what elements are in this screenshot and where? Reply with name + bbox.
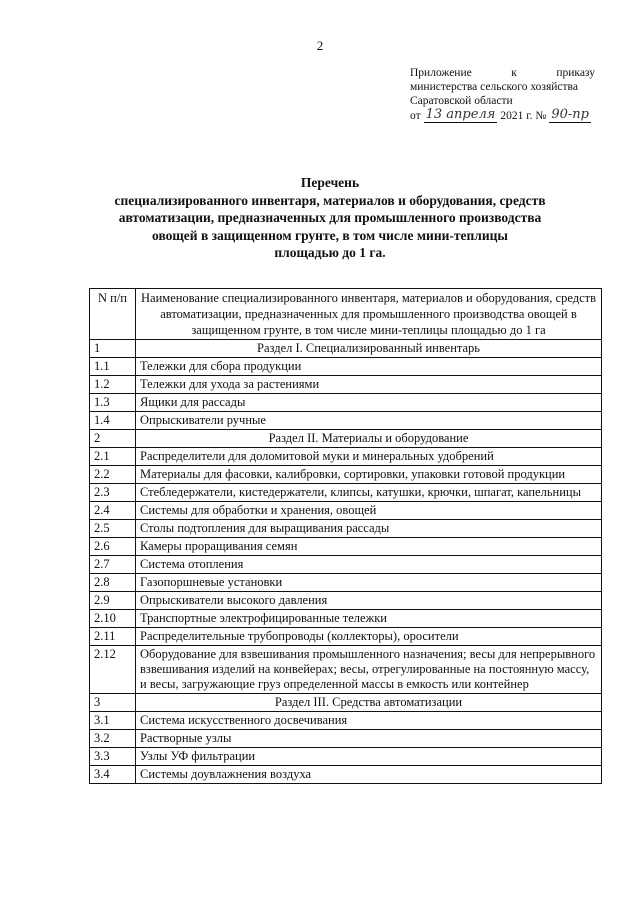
header-number-cell: N п/п: [90, 289, 136, 340]
table-row: [90, 730, 602, 748]
item-number: 3.2: [90, 730, 136, 748]
item-name: Ящики для рассады: [136, 394, 602, 412]
item-number: 3.1: [90, 712, 136, 730]
item-number: 1.2: [90, 376, 136, 394]
table-row: [90, 412, 602, 430]
item-number: 1.3: [90, 394, 136, 412]
item-name: Система искусственного досвечивания: [136, 712, 602, 730]
item-name: Камеры проращивания семян: [136, 538, 602, 556]
title-line: Перечень: [300, 175, 360, 190]
handwritten-date: 13 апреля: [425, 107, 496, 122]
table-row: [90, 748, 602, 766]
appendix-line-1: [410, 66, 595, 80]
table-row: [90, 394, 602, 412]
item-name: Тележки для ухода за растениями: [136, 376, 602, 394]
item-name: Опрыскиватели высокого давления: [136, 592, 602, 610]
table-row: [90, 556, 602, 574]
handwritten-order-number: 90-пр: [551, 107, 589, 122]
item-number: 2.7: [90, 556, 136, 574]
header-name-cell: Наименование специализированного инвентаря, материалов и оборудования, средств автоматизации, предназначенных для промышленного производства овощей в защищенном грунте, в том числе мини-теплицы площадью до 1 га: [136, 289, 602, 340]
item-name: Распределительные трубопроводы (коллекторы), оросители: [136, 628, 602, 646]
order-date-line: [410, 108, 595, 123]
appendix-word: приказу: [556, 67, 595, 79]
item-number: 2.12: [90, 646, 136, 694]
item-number: 3.3: [90, 748, 136, 766]
item-name: Системы для обработки и хранения, овощей: [136, 502, 602, 520]
table-row: [90, 628, 602, 646]
table-row: [90, 358, 602, 376]
title-line: специализированного инвентаря, материалов и оборудования, средств: [114, 192, 546, 208]
item-number: 2.6: [90, 538, 136, 556]
item-name: Столы подтопления для выращивания рассады: [136, 520, 602, 538]
item-number: 2.2: [90, 466, 136, 484]
section-title: Раздел II. Материалы и оборудование: [136, 430, 602, 448]
table-row: [90, 520, 602, 538]
page-number: 2: [316, 38, 324, 53]
table-row: [90, 376, 602, 394]
item-number: 2.3: [90, 484, 136, 502]
table-row: [90, 646, 602, 694]
appendix-header: [410, 66, 595, 123]
section-row: [90, 694, 602, 712]
title-line: площадью до 1 га.: [274, 245, 386, 260]
table-row: [90, 766, 602, 784]
item-name: Распределители для доломитовой муки и минеральных удобрений: [136, 448, 602, 466]
item-name: Системы доувлажнения воздуха: [136, 766, 602, 784]
item-number: 1.4: [90, 412, 136, 430]
table-header-row: [90, 289, 602, 340]
appendix-word: Приложение: [410, 67, 472, 79]
item-number: 2.4: [90, 502, 136, 520]
appendix-line-3: Саратовской области: [410, 95, 513, 107]
item-name: Узлы УФ фильтрации: [136, 748, 602, 766]
item-name: Оборудование для взвешивания промышленного назначения; весы для непрерывного взвешивания изделий на конвейерах; весы, отрегулированные на постоянную массу, и весы, загружающие груз определенной массы в емкость или контейнер: [136, 646, 602, 694]
item-number: 3: [90, 694, 136, 712]
order-from-label: от: [410, 110, 421, 122]
section-title: Раздел I. Специализированный инвентарь: [136, 340, 602, 358]
item-name: Тележки для сбора продукции: [136, 358, 602, 376]
item-number: 1.1: [90, 358, 136, 376]
equipment-table: [89, 288, 602, 784]
table-row: [90, 448, 602, 466]
item-name: Опрыскиватели ручные: [136, 412, 602, 430]
table-row: [90, 466, 602, 484]
item-name: Транспортные электрофицированные тележки: [136, 610, 602, 628]
title-line: автоматизации, предназначенных для промышленного производства: [118, 210, 542, 225]
item-name: Система отопления: [136, 556, 602, 574]
item-name: Растворные узлы: [136, 730, 602, 748]
item-number: 2.9: [90, 592, 136, 610]
table-row: [90, 574, 602, 592]
document-title: [60, 174, 600, 262]
table-row: [90, 502, 602, 520]
appendix-line-2: министерства сельского хозяйства: [410, 81, 578, 93]
table-row: [90, 610, 602, 628]
item-number: 1: [90, 340, 136, 358]
item-number: 2.1: [90, 448, 136, 466]
item-name: Материалы для фасовки, калибровки, сортировки, упаковки готовой продукции: [136, 466, 602, 484]
item-number: 2.8: [90, 574, 136, 592]
item-number: 2.11: [90, 628, 136, 646]
item-name: Газопоршневые установки: [136, 574, 602, 592]
item-name: Стебледержатели, кистедержатели, клипсы, катушки, крючки, шпагат, капельницы: [136, 484, 602, 502]
table-row: [90, 712, 602, 730]
section-title: Раздел III. Средства автоматизации: [136, 694, 602, 712]
section-row: [90, 340, 602, 358]
section-row: [90, 430, 602, 448]
appendix-word: к: [511, 67, 517, 79]
table-row: [90, 592, 602, 610]
item-number: 2.10: [90, 610, 136, 628]
item-number: 3.4: [90, 766, 136, 784]
item-number: 2: [90, 430, 136, 448]
order-year-label: 2021 г. №: [500, 110, 547, 122]
title-line: овощей в защищенном грунте, в том числе мини-теплицы: [152, 227, 508, 243]
table-row: [90, 484, 602, 502]
item-number: 2.5: [90, 520, 136, 538]
table-row: [90, 538, 602, 556]
